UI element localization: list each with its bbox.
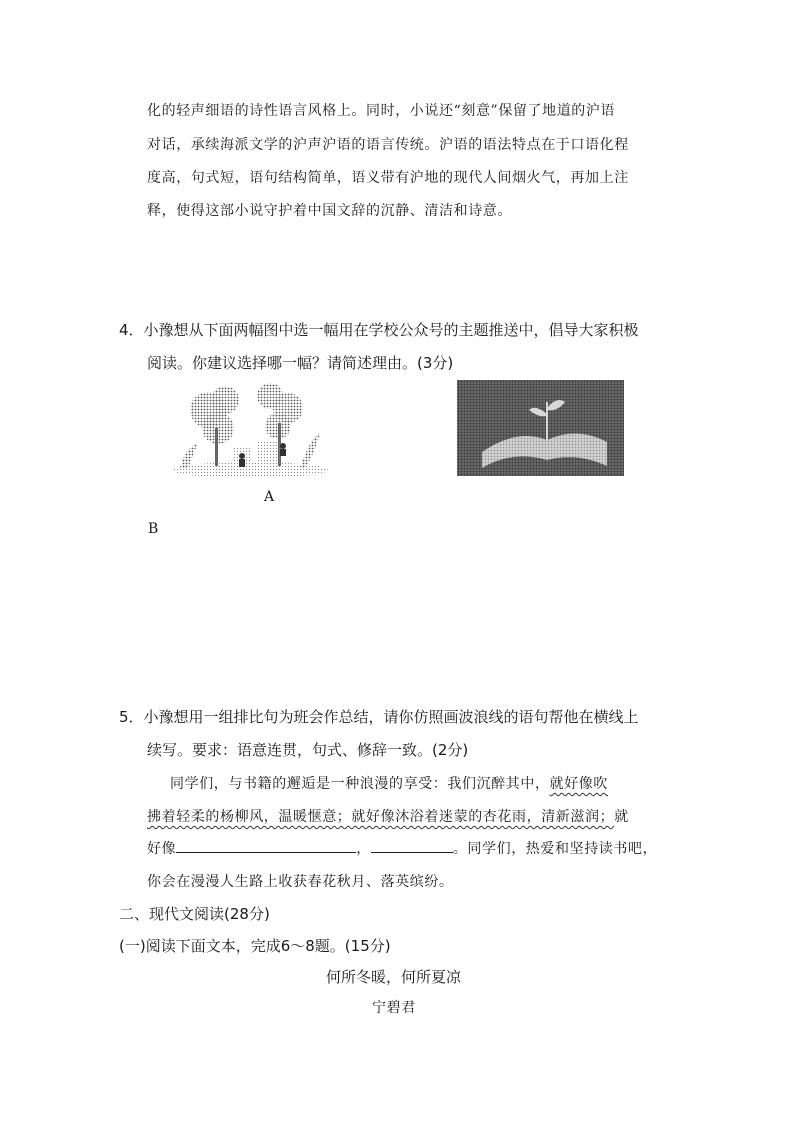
passage-line: 对话，承续海派文学的沪声沪语的语言传统。沪语的语法特点在于口语化程	[147, 137, 629, 153]
q5-paragraph-line	[170, 773, 608, 793]
passage-line: 化的轻声细语的诗性语言风格上。同时，小说还“刻意”保留了地道的沪语	[147, 103, 616, 119]
article-author: 宁碧君	[372, 1000, 416, 1016]
passage-line: 释，使得这部小说守护着中国文辞的沉静、清洁和诗意。	[147, 203, 512, 219]
q5-paragraph-line	[147, 806, 629, 826]
question-4-text: 阅读。你建议选择哪一幅？请简述理由。(3分)	[147, 354, 454, 372]
image-b-label: B	[148, 521, 159, 537]
answer-blank-1[interactable]	[176, 838, 356, 853]
q5-wavy-text: 拂着轻柔的杨柳风，温暖惬意；就好像沐浴着迷蒙的杏花雨，清新滋润；	[147, 809, 615, 825]
question-5-text: 续写。要求：语意连贯，句式、修辞一致。(2分)	[147, 741, 469, 759]
article-title: 何所冬暖，何所夏凉	[326, 968, 462, 986]
q5-plain-text: 同学们，与书籍的邂逅是一种浪漫的享受：我们沉醉其中，	[170, 776, 550, 792]
section-subheading: (一)阅读下面文本，完成6～8题。(15分)	[119, 937, 391, 955]
passage-line: 度高，句式短，语句结构简单，语义带有沪地的现代人间烟火气，再加上注	[147, 170, 629, 186]
image-a-illustration	[170, 378, 330, 478]
q5-paragraph-line	[147, 838, 657, 858]
q5-wavy-text: 就好像吹	[549, 776, 609, 792]
q5-paragraph-line: 你会在漫漫人生路上收获春花秋月、落英缤纷。	[147, 874, 454, 890]
q5-plain-text: ，	[356, 841, 371, 857]
q5-plain-text: 。同学们，热爱和坚持读书吧，	[452, 841, 658, 857]
answer-blank-2[interactable]	[371, 838, 453, 853]
question-5-text: 5．小豫想用一组排比句为班会作总结，请你仿照画波浪线的语句帮他在横线上	[119, 708, 639, 726]
image-b-photo	[457, 380, 624, 476]
image-a-label: A	[264, 489, 275, 505]
q5-plain-text: 好像	[147, 841, 177, 857]
section-heading: 二、现代文阅读(28分)	[119, 905, 270, 923]
q5-plain-text: 就	[614, 809, 629, 825]
question-4-text: 4．小豫想从下面两幅图中选一幅用在学校公众号的主题推送中，倡导大家积极	[119, 321, 639, 339]
